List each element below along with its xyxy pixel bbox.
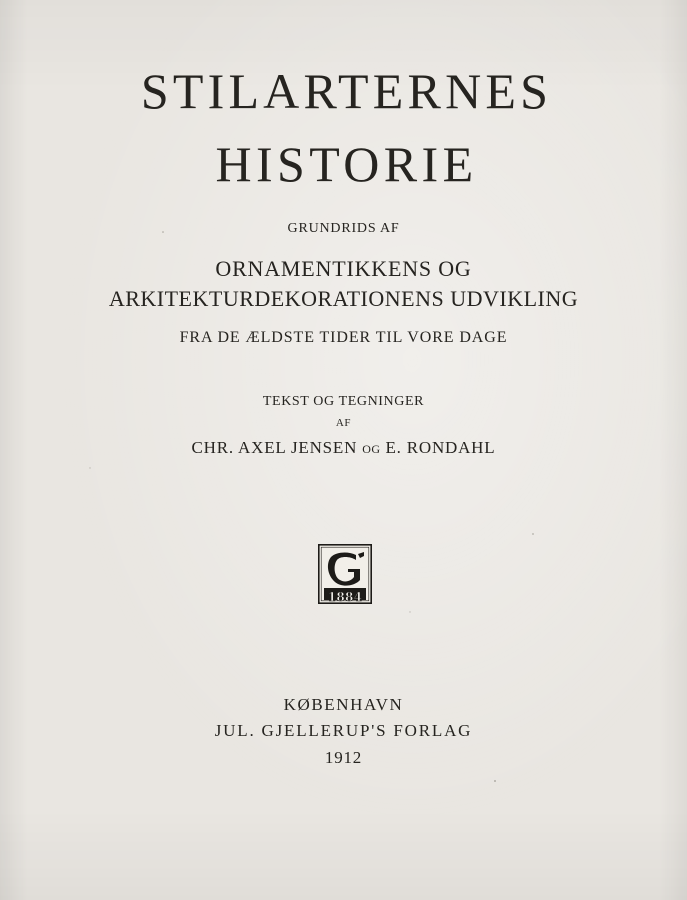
author-1: CHR. AXEL JENSEN <box>191 438 358 457</box>
book-title-line2: HISTORIE <box>215 136 478 192</box>
author-conjunction: OG <box>362 442 381 456</box>
subtitle-grundrids: GRUNDRIDS AF <box>287 221 400 236</box>
imprint-publisher: JUL. GJELLERUP'S FORLAG <box>214 721 473 740</box>
credits-authors <box>0 439 687 456</box>
subtitle-period: FRA DE ÆLDSTE TIDER TIL VORE DAGE <box>179 329 508 346</box>
publisher-logo-icon <box>318 544 372 604</box>
author-2: E. RONDAHL <box>385 438 496 457</box>
subtitle-arkitektur: ARKITEKTURDEKORATIONENS UDVIKLING <box>108 286 579 311</box>
subtitle-ornament: ORNAMENTIKKENS OG <box>215 256 472 281</box>
credits-af: AF <box>335 417 352 429</box>
imprint-city: KØBENHAVN <box>283 695 404 714</box>
imprint-year: 1912 <box>324 748 363 767</box>
publisher-logo-year: 1884 <box>327 590 363 604</box>
book-title-line1: STILARTERNES <box>140 63 553 119</box>
credits-tekst: TEKST OG TEGNINGER <box>262 394 425 409</box>
